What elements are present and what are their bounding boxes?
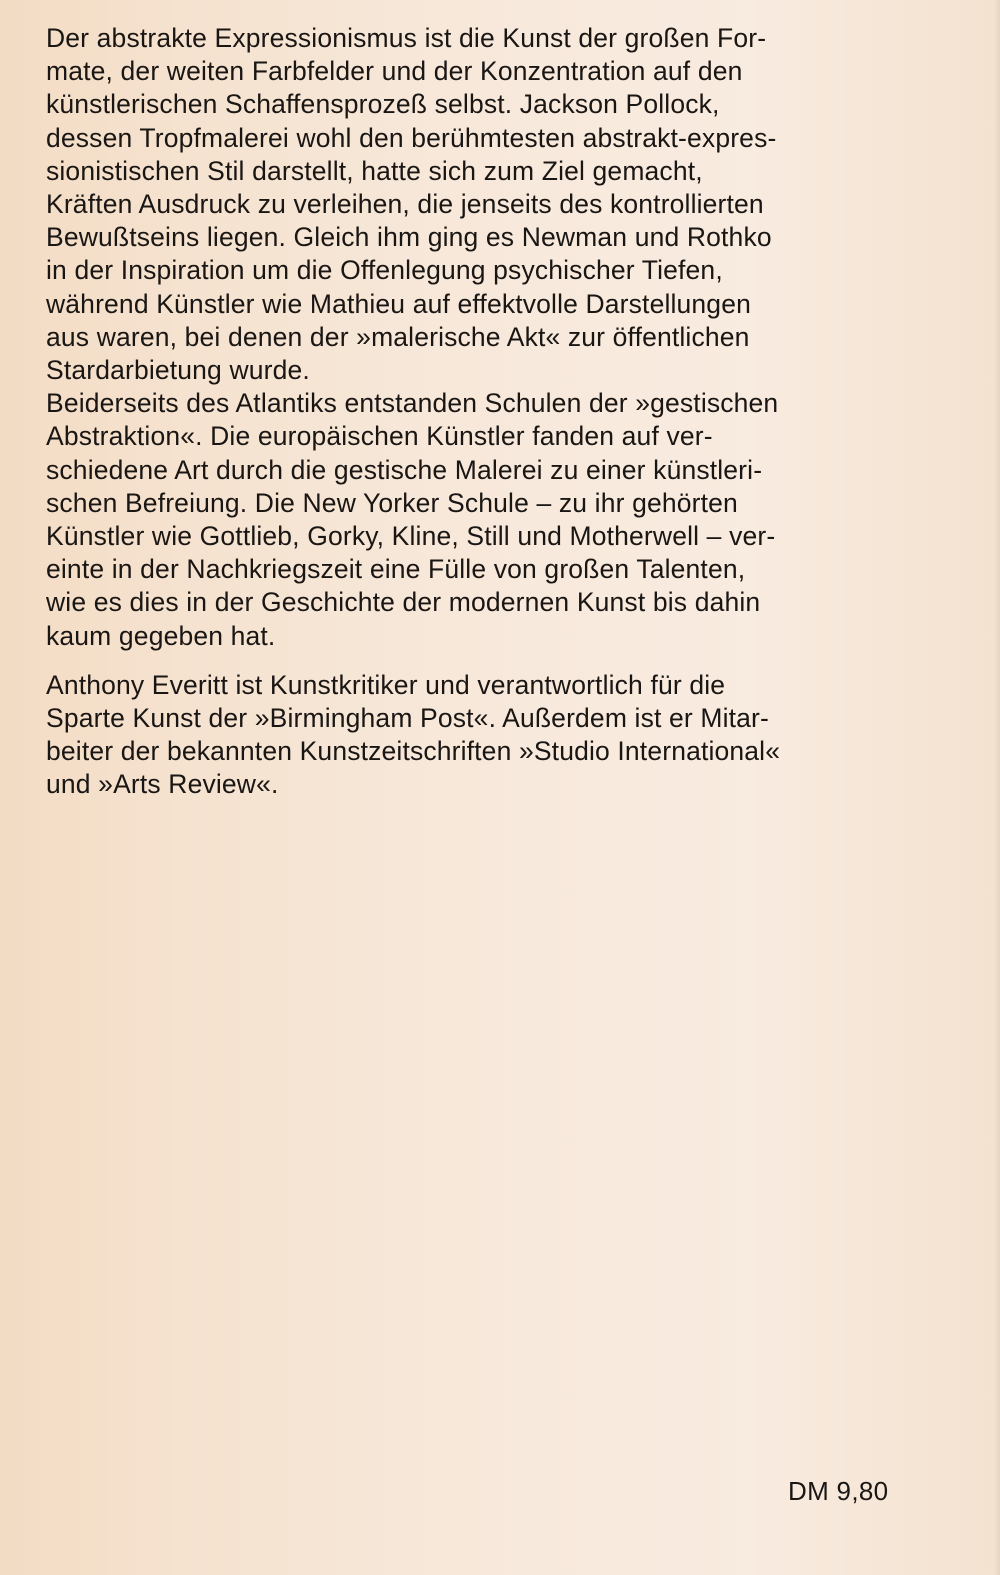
- text-line: Kräften Ausdruck zu verleihen, die jenseits des kontrollierten: [46, 189, 764, 220]
- text-line: kaum gegeben hat.: [46, 620, 276, 651]
- text-line: aus waren, bei denen der »malerische Akt« zur öffentlichen: [46, 321, 750, 352]
- text-line: Beiderseits des Atlantiks entstanden Schulen der »gestischen: [46, 388, 779, 419]
- text-line: während Künstler wie Mathieu auf effektvolle Darstellungen: [46, 288, 751, 319]
- paragraph-author-bio: [46, 669, 926, 802]
- text-line: schen Befreiung. Die New Yorker Schule – zu ihr gehörten: [46, 487, 738, 518]
- text-line: Künstler wie Gottlieb, Gorky, Kline, Still und Motherwell – ver-: [46, 521, 776, 552]
- blurb-text: [46, 22, 926, 802]
- paragraph-schools: [46, 387, 926, 653]
- text-line: sionistischen Stil darstellt, hatte sich zum Ziel gemacht,: [46, 155, 703, 186]
- text-line: in der Inspiration um die Offenlegung psychischer Tiefen,: [46, 255, 723, 286]
- text-line: wie es dies in der Geschichte der modernen Kunst bis dahin: [46, 587, 761, 618]
- text-line: dessen Tropfmalerei wohl den berühmtesten abstrakt-expres-: [46, 122, 777, 153]
- text-line: Stardarbietung wurde.: [46, 355, 310, 386]
- paragraph-description: [46, 22, 926, 387]
- text-line: schiedene Art durch die gestische Malerei zu einer künstleri-: [46, 454, 763, 485]
- text-line: Sparte Kunst der »Birmingham Post«. Außerdem ist er Mitar-: [46, 703, 770, 734]
- page-edge-shadow: [994, 0, 1000, 1575]
- price-label: DM 9,80: [788, 1476, 889, 1506]
- text-line: Bewußtseins liegen. Gleich ihm ging es Newman und Rothko: [46, 222, 772, 253]
- text-line: Anthony Everitt ist Kunstkritiker und verantwortlich für die: [46, 669, 726, 700]
- text-line: Abstraktion«. Die europäischen Künstler fanden auf ver-: [46, 421, 713, 452]
- text-line: künstlerischen Schaffensprozeß selbst. Jackson Pollock,: [46, 89, 720, 120]
- text-line: mate, der weiten Farbfelder und der Konzentration auf den: [46, 56, 743, 87]
- paragraph-spacer: [46, 653, 926, 669]
- text-line: beiter der bekannten Kunstzeitschriften »Studio International«: [46, 736, 781, 767]
- text-line: Der abstrakte Expressionismus ist die Kunst der großen For-: [46, 23, 767, 53]
- text-line: und »Arts Review«.: [46, 769, 279, 800]
- text-line: einte in der Nachkriegszeit eine Fülle von großen Talenten,: [46, 554, 746, 585]
